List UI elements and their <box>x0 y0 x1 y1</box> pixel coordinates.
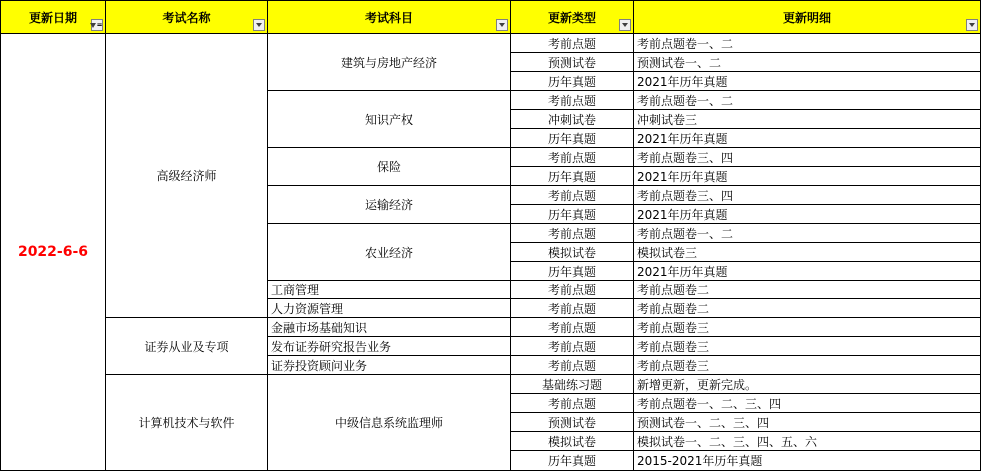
detail-value: 预测试卷一、二 <box>637 55 722 70</box>
type-cell <box>511 262 634 281</box>
subject-name: 中级信息系统监理师 <box>334 416 443 430</box>
detail-value: 考前点题卷二 <box>637 283 710 297</box>
type-cell <box>511 53 634 72</box>
type-value: 考前点题 <box>547 396 596 411</box>
exam-name: 证券从业及专项 <box>144 339 229 354</box>
type-cell <box>511 224 634 243</box>
detail-cell <box>634 110 981 129</box>
type-value: 历年真题 <box>547 264 596 279</box>
detail-value: 2021年历年真题 <box>637 131 728 146</box>
subject-cell <box>268 356 511 375</box>
detail-value: 考前点题卷三 <box>637 320 710 335</box>
filter-dropdown-icon[interactable] <box>253 19 265 31</box>
subject-name: 知识产权 <box>364 112 413 127</box>
subject-name: 运输经济 <box>364 198 413 212</box>
subject-cell <box>268 224 511 281</box>
subject-cell <box>268 91 511 148</box>
header-type-label: 更新类型 <box>547 10 596 25</box>
header-detail-label: 更新明细 <box>782 10 831 25</box>
detail-cell <box>634 356 981 375</box>
subject-name: 证券投资顾问业务 <box>271 358 368 373</box>
type-value: 历年真题 <box>547 207 596 222</box>
type-value: 模拟试卷 <box>547 245 596 260</box>
detail-cell <box>634 262 981 281</box>
detail-cell <box>634 299 981 318</box>
date-cell <box>0 34 106 471</box>
type-value: 考前点题 <box>547 320 596 335</box>
header-detail <box>634 0 981 34</box>
active-filter-icon[interactable]: = <box>91 19 103 31</box>
type-value: 历年真题 <box>547 131 596 146</box>
type-value: 预测试卷 <box>547 55 596 70</box>
type-value: 历年真题 <box>547 169 596 184</box>
header-date <box>0 0 106 34</box>
detail-value: 预测试卷一、二、三、四 <box>637 415 770 430</box>
type-cell <box>511 394 634 413</box>
type-value: 考前点题 <box>547 188 596 203</box>
type-cell <box>511 413 634 432</box>
type-cell <box>511 91 634 110</box>
detail-value: 新增更新，更新完成。 <box>637 377 758 392</box>
detail-cell <box>634 281 981 299</box>
type-value: 考前点题 <box>547 339 596 354</box>
type-cell <box>511 337 634 356</box>
type-value: 考前点题 <box>547 36 596 51</box>
type-cell <box>511 186 634 205</box>
subject-cell <box>268 299 511 318</box>
subject-cell <box>268 281 511 299</box>
type-value: 预测试卷 <box>547 415 596 430</box>
exam-cell <box>106 34 268 318</box>
type-cell <box>511 299 634 318</box>
subject-name: 建筑与房地产经济 <box>340 55 437 70</box>
type-value: 考前点题 <box>547 283 596 297</box>
detail-value: 2021年历年真题 <box>637 74 728 89</box>
exam-name: 计算机技术与软件 <box>138 416 235 430</box>
detail-cell <box>634 451 981 471</box>
subject-cell <box>268 148 511 186</box>
type-cell <box>511 356 634 375</box>
type-value: 考前点题 <box>547 93 596 108</box>
detail-value: 考前点题卷三、四 <box>637 188 734 203</box>
detail-value: 考前点题卷三、四 <box>637 150 734 165</box>
type-value: 基础练习题 <box>541 377 602 392</box>
detail-cell <box>634 318 981 337</box>
type-value: 考前点题 <box>547 301 596 316</box>
type-value: 考前点题 <box>547 226 596 241</box>
detail-value: 考前点题卷一、二 <box>637 93 734 108</box>
detail-cell <box>634 205 981 224</box>
detail-value: 2015-2021年历年真题 <box>637 454 763 468</box>
detail-cell <box>634 72 981 91</box>
type-cell <box>511 205 634 224</box>
filter-dropdown-icon[interactable] <box>966 19 978 31</box>
detail-cell <box>634 129 981 148</box>
type-cell <box>511 243 634 262</box>
type-cell <box>511 72 634 91</box>
type-value: 模拟试卷 <box>547 434 596 449</box>
detail-cell <box>634 91 981 110</box>
detail-cell <box>634 53 981 72</box>
detail-value: 考前点题卷一、二、三、四 <box>637 396 782 411</box>
detail-value: 2021年历年真题 <box>637 169 728 184</box>
subject-name: 金融市场基础知识 <box>271 320 368 335</box>
type-cell <box>511 432 634 451</box>
exam-name: 高级经济师 <box>156 169 217 183</box>
type-value: 历年真题 <box>547 454 596 468</box>
subject-cell <box>268 337 511 356</box>
header-date-label: 更新日期 <box>28 10 77 25</box>
exam-cell <box>106 318 268 375</box>
filter-dropdown-icon[interactable] <box>619 19 631 31</box>
detail-cell <box>634 337 981 356</box>
subject-cell <box>268 318 511 337</box>
detail-value: 2021年历年真题 <box>637 264 728 279</box>
detail-value: 考前点题卷三 <box>637 339 710 354</box>
header-exam <box>106 0 268 34</box>
type-cell <box>511 318 634 337</box>
detail-value: 考前点题卷二 <box>637 301 710 316</box>
detail-cell <box>634 167 981 186</box>
subject-cell <box>268 186 511 224</box>
header-exam-label: 考试名称 <box>162 10 211 25</box>
type-cell <box>511 34 634 53</box>
type-cell <box>511 451 634 471</box>
detail-value: 考前点题卷三 <box>637 358 710 373</box>
detail-cell <box>634 243 981 262</box>
type-cell <box>511 110 634 129</box>
detail-cell <box>634 34 981 53</box>
header-subject-label: 考试科目 <box>364 10 413 25</box>
type-value: 考前点题 <box>547 358 596 373</box>
detail-value: 冲刺试卷三 <box>637 112 698 127</box>
type-cell <box>511 148 634 167</box>
detail-value: 2021年历年真题 <box>637 207 728 222</box>
subject-name: 发布证券研究报告业务 <box>271 339 392 354</box>
header-type <box>511 0 634 34</box>
detail-cell <box>634 224 981 243</box>
subject-name: 人力资源管理 <box>271 301 344 316</box>
detail-cell <box>634 432 981 451</box>
date-value: 2022-6-6 <box>17 244 89 260</box>
type-value: 历年真题 <box>547 74 596 89</box>
type-value: 冲刺试卷 <box>547 112 596 127</box>
subject-cell <box>268 34 511 91</box>
type-value: 考前点题 <box>547 150 596 165</box>
type-cell <box>511 167 634 186</box>
filter-dropdown-icon[interactable] <box>496 19 508 31</box>
detail-cell <box>634 148 981 167</box>
subject-cell <box>268 375 511 471</box>
detail-cell <box>634 186 981 205</box>
subject-name: 农业经济 <box>364 245 413 260</box>
header-subject <box>268 0 511 34</box>
detail-value: 模拟试卷一、二、三、四、五、六 <box>637 434 818 449</box>
type-cell <box>511 129 634 148</box>
detail-cell <box>634 413 981 432</box>
detail-value: 考前点题卷一、二 <box>637 36 734 51</box>
detail-value: 模拟试卷三 <box>637 245 698 260</box>
detail-cell <box>634 375 981 394</box>
exam-cell <box>106 375 268 471</box>
subject-name: 工商管理 <box>271 283 320 297</box>
detail-cell <box>634 394 981 413</box>
type-cell <box>511 281 634 299</box>
detail-value: 考前点题卷一、二 <box>637 226 734 241</box>
type-cell <box>511 375 634 394</box>
subject-name: 保险 <box>376 160 401 174</box>
